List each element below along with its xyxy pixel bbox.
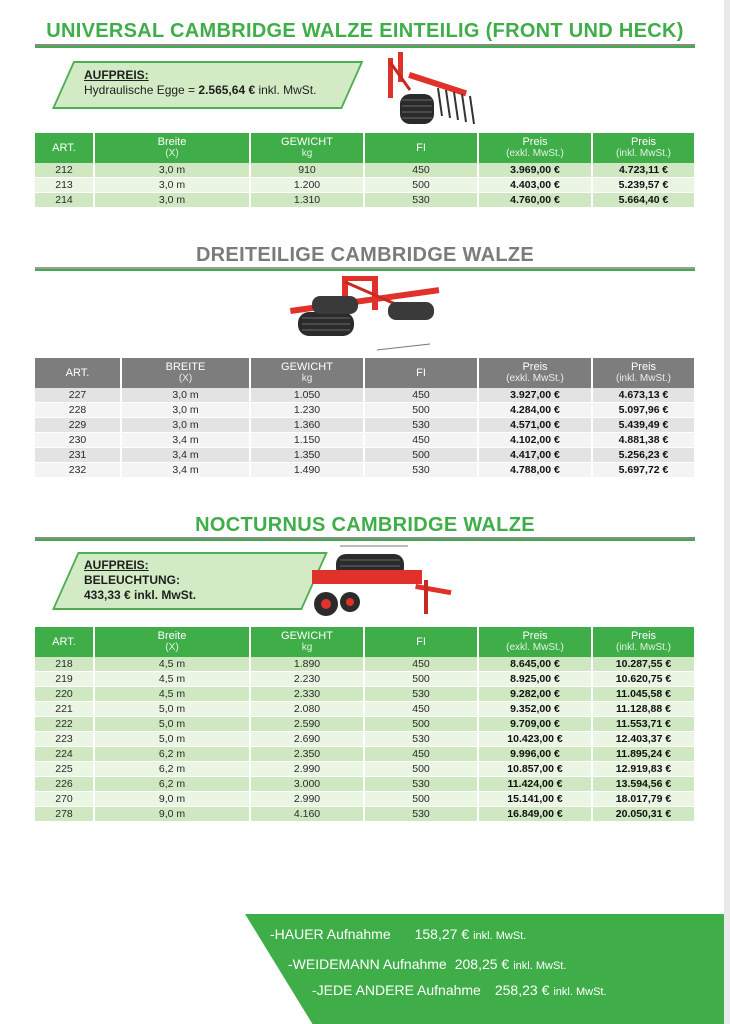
table-cell: 2.350 [251,747,365,762]
table-cell: 2.230 [251,672,365,687]
table-cell: 221 [35,702,95,717]
table-cell: 219 [35,672,95,687]
column-header-unit: (inkl. MwSt.) [616,373,671,384]
table-row [35,418,694,433]
table-cell: 4,5 m [95,672,251,687]
table-cell: 8.645,00 € [479,657,593,672]
mounting-option-label: -WEIDEMANN Aufnahme [288,956,447,972]
table-row [35,807,694,822]
column-header [365,627,479,657]
section-divider [35,267,695,271]
table-cell: 1.890 [251,657,365,672]
table-cell: 12.403,37 € [593,732,694,747]
table-header-row [35,358,694,388]
table-cell: 5,0 m [95,702,251,717]
surcharge-price: 2.565,64 € [198,83,256,97]
column-header-label: GEWICHT [281,630,333,642]
column-header [593,358,694,388]
column-header-label: GEWICHT [281,361,333,373]
table-header-row [35,627,694,657]
mounting-option-label: -HAUER Aufnahme [270,926,391,942]
column-header [251,627,365,657]
table-cell: 4.881,38 € [593,433,694,448]
section-divider [35,44,695,48]
column-header-unit: (X) [165,642,179,653]
column-header-unit: (X) [178,373,193,384]
table-row [35,687,694,702]
table-cell: 500 [365,403,479,418]
table-cell: 530 [365,732,479,747]
column-header [365,133,479,163]
column-header-label: Preis [630,630,657,642]
table-cell: 4.102,00 € [479,433,593,448]
table-row [35,388,694,403]
table-cell: 11.553,71 € [593,717,694,732]
table-cell: 530 [365,193,479,208]
mounting-option-other [312,982,607,998]
table-cell: 15.141,00 € [479,792,593,807]
mounting-option-price: 258,23 € [494,982,550,998]
mounting-option-tax-note: inkl. MwSt. [553,986,607,998]
column-header-unit: kg [301,642,313,653]
table-row [35,672,694,687]
column-header-unit: kg [301,373,313,384]
table-cell: 500 [365,178,479,193]
table-cell: 1.050 [251,388,365,403]
table-cell: 4.571,00 € [479,418,593,433]
table-row [35,448,694,463]
table-cell: 11.128,88 € [593,702,694,717]
column-header [95,627,251,657]
table-cell: 6,2 m [95,747,251,762]
mounting-option-hauer [270,926,526,942]
table-cell: 450 [365,163,479,178]
column-header-unit: (X) [165,148,179,159]
surcharge-label: AUFPREIS: [84,68,149,82]
table-cell: 4.160 [251,807,365,822]
mounting-option-tax-note: inkl. MwSt. [473,930,527,942]
table-cell: 10.620,75 € [593,672,694,687]
column-header [35,358,122,388]
column-header-label: ART. [52,142,76,154]
table-cell: 1.350 [251,448,365,463]
price-table-nocturnus [35,627,694,822]
table-cell: 232 [35,463,122,478]
mounting-option-weidemann [288,956,566,972]
column-header [95,133,251,163]
table-cell: 220 [35,687,95,702]
table-cell: 4.284,00 € [479,403,593,418]
table-cell: 8.925,00 € [479,672,593,687]
table-cell: 270 [35,792,95,807]
table-cell: 4.673,13 € [593,388,694,403]
table-cell: 227 [35,388,122,403]
table-cell: 2.590 [251,717,365,732]
table-row [35,433,694,448]
table-cell: 530 [365,418,479,433]
table-row [35,777,694,792]
table-cell: 4,5 m [95,657,251,672]
table-cell: 5.439,49 € [593,418,694,433]
table-header-row [35,133,694,163]
table-row [35,463,694,478]
table-cell: 212 [35,163,95,178]
section-title-three-part: DREITEILIGE CAMBRIDGE WALZE [195,244,535,266]
column-header-unit: (exkl. MwSt.) [506,373,564,384]
table-cell: 3,0 m [122,418,251,433]
mounting-option-label: -JEDE ANDERE Aufnahme [312,982,481,998]
table-cell: 12.919,83 € [593,762,694,777]
table-cell: 11.895,24 € [593,747,694,762]
table-cell: 6,2 m [95,777,251,792]
table-row [35,702,694,717]
table-cell: 230 [35,433,122,448]
table-row [35,178,694,193]
surcharge-tax-note: inkl. MwSt. [255,83,317,97]
table-cell: 3.000 [251,777,365,792]
table-cell: 9.996,00 € [479,747,593,762]
table-cell: 4.723,11 € [593,163,694,178]
column-header [122,358,251,388]
table-cell: 3,0 m [122,403,251,418]
table-cell: 3,0 m [95,163,251,178]
table-cell: 223 [35,732,95,747]
column-header [251,358,365,388]
table-cell: 2.080 [251,702,365,717]
mounting-option-tax-note: inkl. MwSt. [513,960,567,972]
column-header [35,133,95,163]
column-header-unit: (inkl. MwSt.) [616,642,671,653]
surcharge-price: 433,33 € inkl. MwSt. [84,588,197,602]
table-cell: 450 [365,388,479,403]
mounting-option-price: 208,25 € [454,956,510,972]
table-cell: 9,0 m [95,807,251,822]
table-cell: 222 [35,717,95,732]
table-cell: 278 [35,807,95,822]
table-cell: 3,0 m [122,388,251,403]
price-table-three-part [35,358,694,478]
column-header-label: Preis [630,136,657,148]
table-cell: 226 [35,777,95,792]
three-part-cambridge-roller-image [282,272,442,354]
price-table-universal [35,133,694,208]
column-header-label: ART. [65,367,90,379]
table-cell: 500 [365,792,479,807]
table-cell: 5,0 m [95,732,251,747]
table-cell: 4,5 m [95,687,251,702]
surcharge-item: Hydraulische Egge = [84,83,199,97]
table-cell: 450 [365,747,479,762]
table-cell: 20.050,31 € [593,807,694,822]
table-cell: 228 [35,403,122,418]
table-cell: 530 [365,687,479,702]
table-cell: 5.664,40 € [593,193,694,208]
table-cell: 16.849,00 € [479,807,593,822]
table-cell: 10.287,55 € [593,657,694,672]
column-header [479,358,593,388]
table-cell: 3,0 m [95,178,251,193]
table-cell: 5,0 m [95,717,251,732]
table-cell: 5.697,72 € [593,463,694,478]
table-cell: 1.200 [251,178,365,193]
table-cell: 229 [35,418,122,433]
table-row [35,732,694,747]
table-cell: 530 [365,463,479,478]
table-row [35,403,694,418]
section-title-nocturnus: NOCTURNUS CAMBRIDGE WALZE [195,514,535,536]
table-cell: 500 [365,717,479,732]
table-cell: 1.150 [251,433,365,448]
table-cell: 5.097,96 € [593,403,694,418]
surcharge-box-lighting [52,552,302,610]
table-row [35,762,694,777]
table-cell: 450 [365,657,479,672]
table-cell: 4.417,00 € [479,448,593,463]
table-cell: 9,0 m [95,792,251,807]
column-header-label: Preis [630,361,657,373]
table-cell: 1.490 [251,463,365,478]
table-cell: 6,2 m [95,762,251,777]
column-header-label: Breite [157,136,187,148]
column-header [593,627,694,657]
table-cell: 214 [35,193,95,208]
surcharge-box-harrow [52,61,342,109]
table-cell: 10.857,00 € [479,762,593,777]
column-header-label: FI [416,636,426,648]
column-header-unit: (exkl. MwSt.) [506,148,564,159]
table-row [35,193,694,208]
table-cell: 9.352,00 € [479,702,593,717]
column-header-unit: kg [301,148,313,159]
table-cell: 500 [365,448,479,463]
column-header-label: FI [416,142,426,154]
column-header-label: BREITE [165,361,206,373]
column-header-label: ART. [52,636,76,648]
table-cell: 2.330 [251,687,365,702]
table-cell: 10.423,00 € [479,732,593,747]
table-cell: 231 [35,448,122,463]
table-cell: 450 [365,702,479,717]
column-header-label: Preis [522,136,548,148]
table-cell: 11.045,58 € [593,687,694,702]
table-cell: 2.690 [251,732,365,747]
table-cell: 11.424,00 € [479,777,593,792]
table-cell: 5.239,57 € [593,178,694,193]
table-cell: 3,4 m [122,448,251,463]
column-header [479,133,593,163]
table-cell: 2.990 [251,792,365,807]
column-header [365,358,479,388]
column-header-label: Preis [522,361,548,373]
table-cell: 18.017,79 € [593,792,694,807]
column-header-label: Breite [157,630,187,642]
column-header-unit: (exkl. MwSt.) [506,642,564,653]
column-header [35,627,95,657]
table-row [35,747,694,762]
table-cell: 9.282,00 € [479,687,593,702]
table-cell: 4.760,00 € [479,193,593,208]
table-cell: 1.230 [251,403,365,418]
table-cell: 5.256,23 € [593,448,694,463]
table-cell: 2.990 [251,762,365,777]
table-cell: 3.969,00 € [479,163,593,178]
column-header-label: GEWICHT [281,136,333,148]
column-header-label: Preis [522,630,548,642]
column-header [593,133,694,163]
table-cell: 3,4 m [122,433,251,448]
surcharge-label: AUFPREIS: [84,558,149,572]
table-cell: 530 [365,777,479,792]
table-cell: 1.360 [251,418,365,433]
table-cell: 450 [365,433,479,448]
column-header-label: FI [416,367,426,379]
table-cell: 4.403,00 € [479,178,593,193]
table-cell: 530 [365,807,479,822]
column-header [251,133,365,163]
table-cell: 213 [35,178,95,193]
mounting-option-price: 158,27 € [414,926,470,942]
section-title-universal: UNIVERSAL CAMBRIDGE WALZE EINTEILIG (FRONT UND HECK) [46,20,684,42]
table-row [35,717,694,732]
table-row [35,163,694,178]
table-row [35,792,694,807]
table-cell: 3,4 m [122,463,251,478]
table-cell: 1.310 [251,193,365,208]
table-cell: 225 [35,762,95,777]
trailed-cambridge-roller-image [306,540,458,624]
cambridge-roller-with-harrow-image [380,50,480,132]
table-row [35,657,694,672]
table-cell: 3.927,00 € [479,388,593,403]
table-cell: 500 [365,762,479,777]
table-cell: 9.709,00 € [479,717,593,732]
table-cell: 4.788,00 € [479,463,593,478]
table-cell: 218 [35,657,95,672]
table-cell: 13.594,56 € [593,777,694,792]
table-cell: 224 [35,747,95,762]
column-header-unit: (inkl. MwSt.) [616,148,671,159]
table-cell: 500 [365,672,479,687]
surcharge-item: BELEUCHTUNG: [84,573,180,587]
table-cell: 910 [251,163,365,178]
table-cell: 3,0 m [95,193,251,208]
column-header [479,627,593,657]
